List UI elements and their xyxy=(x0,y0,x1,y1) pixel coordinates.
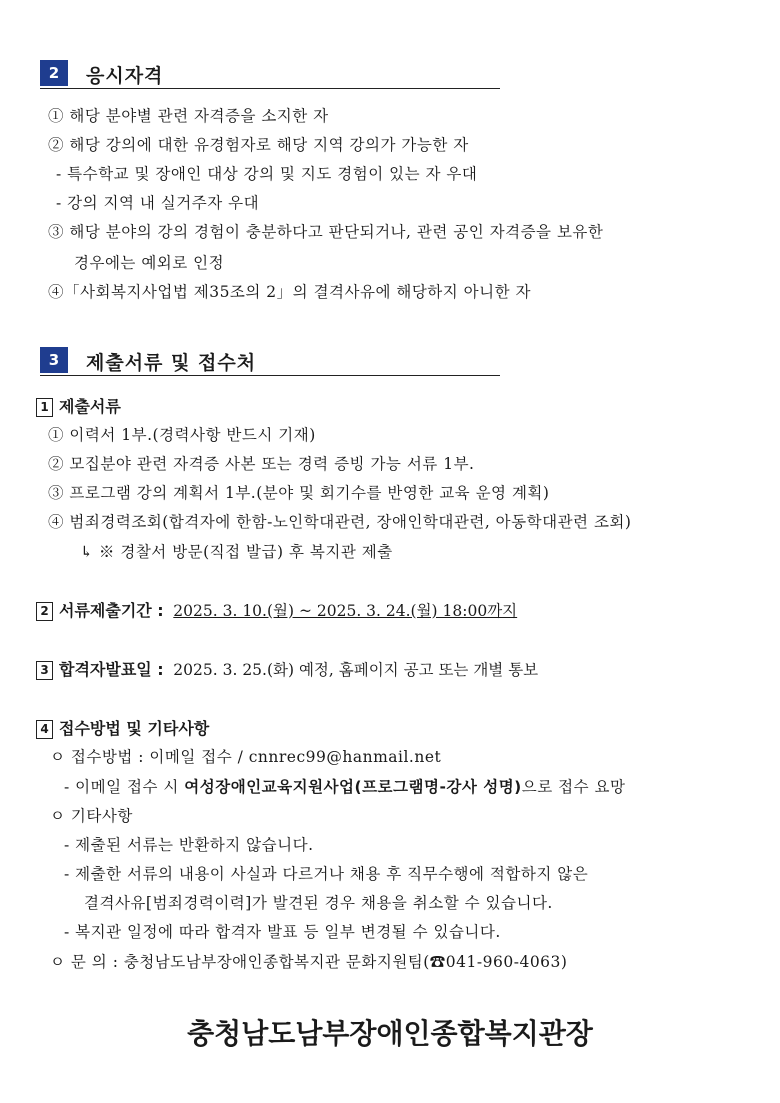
document-item: ① 이력서 1부.(경력사항 반드시 기재) xyxy=(48,426,316,444)
issuer-signature: 충청남도남부장애인종합복지관장 xyxy=(187,1017,593,1050)
application-method: ㅇ 접수방법 : 이메일 접수 / cnnrec99@hanmail.net xyxy=(50,748,442,766)
announcement-date-value: 2025. 3. 25.(화) 예정, 홈페이지 공고 또는 개별 통보 xyxy=(173,661,539,679)
document-item: ③ 프로그램 강의 계획서 1부.(분야 및 회기수를 반영한 교육 운영 계획) xyxy=(48,484,550,502)
section-2-header xyxy=(40,60,500,89)
note-bold: 여성장애인교육지원사업(프로그램명-강사 성명) xyxy=(184,778,522,796)
box-number: 4 xyxy=(36,720,53,739)
qualification-line: ④「사회복지사업법 제35조의 2」의 결격사유에 해당하지 아니한 자 xyxy=(48,283,532,301)
etc-item: - 제출한 서류의 내용이 사실과 다르거나 채용 후 직무수행에 적합하지 않은 xyxy=(64,865,589,883)
note-prefix: - 이메일 접수 시 xyxy=(64,778,185,796)
qualification-line: ② 해당 강의에 대한 유경험자로 해당 지역 강의가 가능한 자 xyxy=(48,136,469,154)
qualification-subline: - 강의 지역 내 실거주자 우대 xyxy=(56,194,260,212)
subheading-label: 서류제출기간 : xyxy=(59,601,164,620)
submission-period-value: 2025. 3. 10.(월) ~ 2025. 3. 24.(월) 18:00까지 xyxy=(173,602,518,620)
section-title: 제출서류 및 접수처 xyxy=(86,352,257,374)
section-3-header xyxy=(40,347,500,376)
etc-item-cont: 결격사유[범죄경력이력]가 발견된 경우 채용을 취소할 수 있습니다. xyxy=(84,894,553,912)
application-method-heading xyxy=(36,716,209,739)
qualification-line: ③ 해당 분야의 강의 경험이 충분하다고 판단되거나, 관련 공인 자격증을 보유한 xyxy=(48,223,604,241)
etc-heading: ㅇ 기타사항 xyxy=(50,807,133,825)
submission-docs-heading xyxy=(36,394,121,417)
application-method-note xyxy=(64,775,625,797)
section-title: 응시자격 xyxy=(86,65,164,87)
box-number: 2 xyxy=(36,602,53,621)
etc-item: - 제출된 서류는 반환하지 않습니다. xyxy=(64,836,314,854)
submission-period xyxy=(36,598,517,621)
note-suffix: 으로 접수 요망 xyxy=(521,778,626,796)
document-item-note: ↳ ※ 경찰서 방문(직접 발급) 후 복지관 제출 xyxy=(80,543,393,561)
subheading-label: 합격자발표일 : xyxy=(59,660,164,679)
qualification-line-cont: 경우에는 예외로 인정 xyxy=(74,254,225,272)
qualification-line: ① 해당 분야별 관련 자격증을 소지한 자 xyxy=(48,107,329,125)
subheading-label: 접수방법 및 기타사항 xyxy=(59,719,210,738)
contact-info: ㅇ 문 의 : 충청남도남부장애인종합복지관 문화지원팀(☎041-960-4063) xyxy=(50,953,568,971)
announcement-date xyxy=(36,657,538,680)
document-item: ② 모집분야 관련 자격증 사본 또는 경력 증빙 가능 서류 1부. xyxy=(48,455,475,473)
document-item: ④ 범죄경력조회(합격자에 한함-노인학대관련, 장애인학대관련, 아동학대관련 조회) xyxy=(48,513,632,531)
box-number: 1 xyxy=(36,398,53,417)
section-number-badge: 3 xyxy=(40,347,68,373)
etc-item: - 복지관 일정에 따라 합격자 발표 등 일부 변경될 수 있습니다. xyxy=(64,923,501,941)
qualification-subline: - 특수학교 및 장애인 대상 강의 및 지도 경험이 있는 자 우대 xyxy=(56,165,478,183)
box-number: 3 xyxy=(36,661,53,680)
subheading-label: 제출서류 xyxy=(59,397,121,416)
section-number-badge: 2 xyxy=(40,60,68,86)
